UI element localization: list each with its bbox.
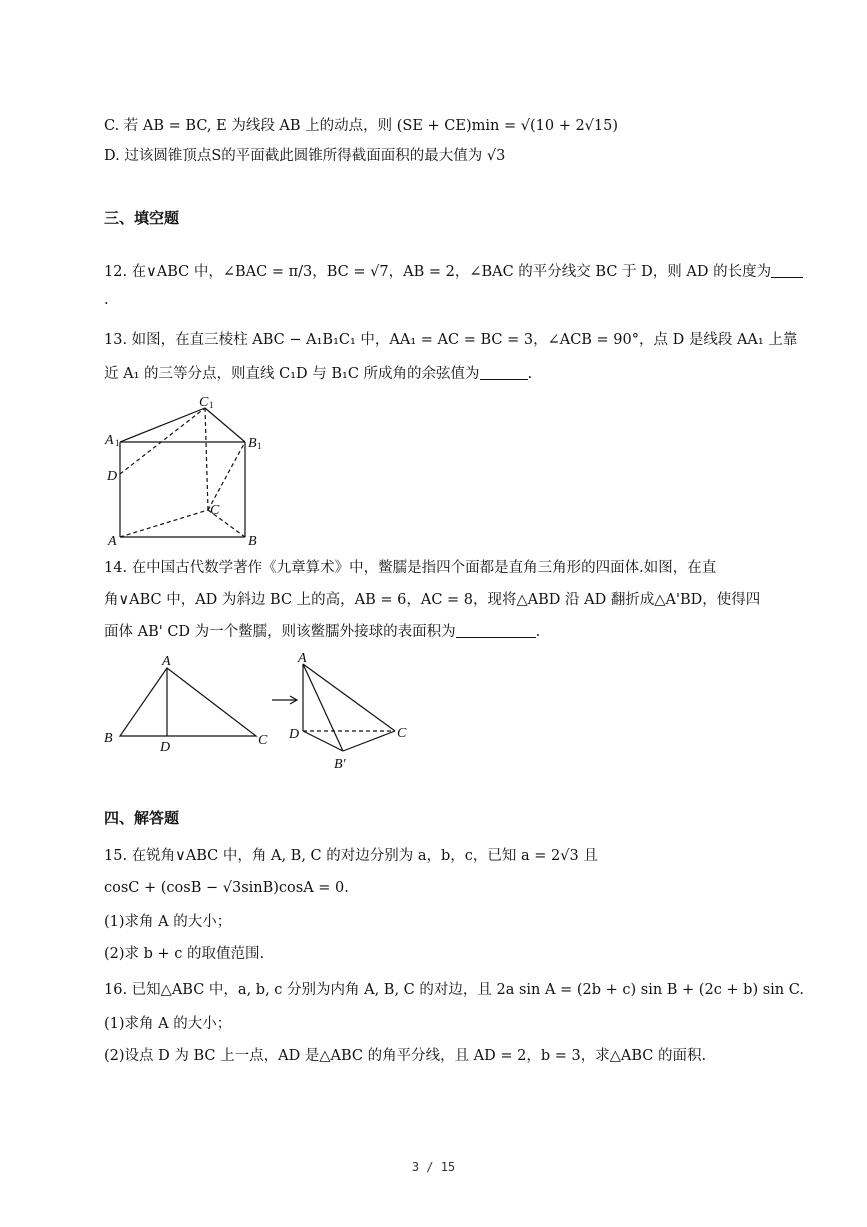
label-d: D: [107, 469, 118, 484]
segment-b1-c: [208, 442, 245, 510]
edge-c1-b1: [205, 408, 245, 442]
section-answer-title: 四、解答题: [104, 809, 180, 827]
label-c: C: [210, 503, 220, 518]
edge-b-prime-c: [343, 731, 395, 751]
question-16-part-2: (2)设点 D 为 BC 上一点，AD 是△ABC 的角平分线，且 AD = 2，b = 3，求△ABC 的面积.: [104, 1048, 707, 1064]
question-12-line-2: .: [104, 292, 109, 308]
label-b: B: [248, 534, 257, 549]
edge-a-b-prime: [303, 664, 343, 751]
question-14-line-1: 14. 在中国古代数学著作《九章算术》中，鳖臑是指四个面都是直角三角形的四面体.如图，在直: [104, 560, 717, 576]
label-a: A: [108, 534, 117, 549]
t1-label-c: C: [258, 733, 268, 748]
question-16-part-1: (1)求角 A 的大小；: [104, 1016, 232, 1032]
answer-blank-13[interactable]: [480, 365, 528, 380]
question-16-line-1: 16. 已知△ABC 中，a, b, c 分别为内角 A, B, C 的对边，且 2a sin A = (2b + c) sin B + (2c + b) sin C.: [104, 982, 804, 998]
label-c1-sub: 1: [209, 400, 214, 410]
edge-d-b-prime: [303, 731, 343, 751]
question-14-line-2: 角∨ABC 中，AD 为斜边 BC 上的高，AB = 6，AC = 8，现将△ABD 沿 AD 翻折成△A'BD，使得四: [104, 592, 761, 608]
question-14-period: .: [535, 624, 541, 640]
page-number: 3 / 15: [411, 1160, 456, 1174]
question-14-line-3: [104, 622, 540, 642]
triangle-abc: [120, 668, 256, 736]
answer-blank-12[interactable]: [771, 263, 803, 278]
segment-c1-d: [120, 408, 205, 474]
question-13-line-1: 13. 如图，在直三棱柱 ABC − A₁B₁C₁ 中，AA₁ = AC = BC = 3，∠ACB = 90°，点 D 是线段 AA₁ 上靠: [104, 332, 798, 348]
t1-label-d: D: [160, 740, 171, 755]
label-a1-sub: 1: [115, 438, 120, 448]
question-13-line-2: [104, 364, 532, 384]
triangle-figure: [100, 652, 420, 772]
t2-label-a: A: [298, 652, 307, 666]
label-a1: A: [105, 433, 114, 448]
question-12-text: 12. 在∨ABC 中，∠BAC = π/3，BC = √7，AB = 2，∠BAC 的平分线交 BC 于 D，则 AD 的长度为: [104, 264, 772, 280]
t1-label-a: A: [162, 654, 171, 669]
t2-label-d: D: [289, 727, 300, 742]
option-d: D. 过该圆锥顶点S的平面截此圆锥所得截面面积的最大值为 √3: [104, 148, 506, 164]
label-b1: B: [248, 436, 257, 451]
t2-label-b-prime: B′: [334, 757, 346, 772]
question-15-part-2: (2)求 b + c 的取值范围.: [104, 946, 265, 962]
question-14-text: 面体 AB' CD 为一个鳖臑，则该鳖臑外接球的表面积为: [104, 624, 456, 640]
edge-a-c: [120, 510, 208, 537]
answer-blank-14[interactable]: [456, 623, 536, 638]
section-fill-blank-title: 三、填空题: [104, 209, 180, 227]
edge-a-c: [303, 664, 395, 731]
t1-label-b: B: [104, 731, 113, 746]
t2-label-c: C: [397, 726, 407, 741]
question-13-text: 近 A₁ 的三等分点，则直线 C₁D 与 B₁C 所成角的余弦值为: [104, 366, 480, 382]
question-15-line-1: 15. 在锐角∨ABC 中，角 A, B, C 的对边分别为 a，b，c，已知 a = 2√3 且: [104, 848, 598, 864]
question-15-part-1: (1)求角 A 的大小；: [104, 914, 232, 930]
question-12-line-1: [104, 262, 803, 282]
question-13-period: .: [527, 366, 533, 382]
prism-figure: [100, 392, 270, 550]
edge-a1-c1: [120, 408, 205, 442]
question-15-line-2: cosC + (cosB − √3sinB)cosA = 0.: [104, 880, 349, 896]
edge-c1-c: [205, 408, 208, 510]
label-b1-sub: 1: [257, 441, 262, 451]
option-c: C. 若 AB = BC, E 为线段 AB 上的动点，则 (SE + CE)min = √(10 + 2√15): [104, 118, 619, 134]
label-c1: C: [199, 395, 209, 410]
